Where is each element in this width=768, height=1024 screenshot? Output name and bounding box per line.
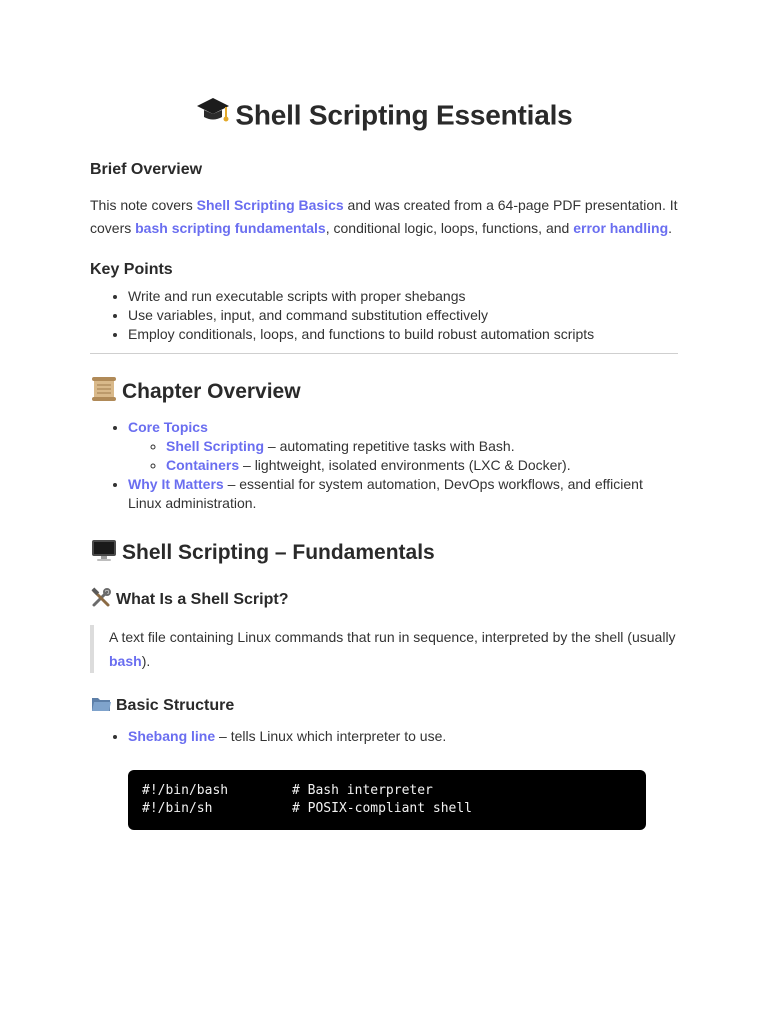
list-item [128, 418, 678, 475]
page-title [90, 92, 678, 138]
shebang-desc: – tells Linux which interpreter to use. [215, 728, 447, 744]
key-points-heading: Key Points [90, 261, 173, 278]
chapter-overview-list [90, 418, 678, 513]
quote-text: A text file containing Linux commands that run in sequence, interpreted by the shell (usually [109, 629, 676, 645]
quote-end: ). [141, 653, 151, 669]
chapter-overview-title: Chapter Overview [122, 380, 301, 403]
list-item: • Use variables, input, and command substitution effectively [128, 306, 678, 325]
title-text: Shell Scripting Essentials [235, 99, 573, 131]
core-topics-link[interactable]: Core Topics [128, 419, 208, 435]
overview-text-3: , conditional logic, loops, functions, and [325, 220, 574, 236]
code-line [142, 782, 632, 800]
overview-text-1: This note covers [90, 197, 197, 213]
folder-icon [90, 693, 112, 720]
overview-paragraph [90, 194, 678, 240]
overview-text-4: . [668, 220, 673, 236]
definition-quote [90, 625, 678, 673]
bash-fundamentals-link[interactable]: bash scripting fundamentals [135, 220, 326, 236]
code-line [142, 800, 632, 818]
shebang-line-link[interactable]: Shebang line [128, 728, 216, 744]
what-is-title: What Is a Shell Script? [116, 591, 289, 608]
list-item [128, 727, 678, 746]
hammer-wrench-icon [90, 587, 112, 614]
graduation-cap-icon [195, 92, 231, 142]
code-command: #!/bin/bash [142, 783, 229, 798]
fundamentals-heading [90, 537, 678, 569]
scroll-icon [90, 375, 118, 409]
code-comment: # Bash interpreter [292, 783, 433, 798]
shell-scripting-link[interactable]: Shell Scripting [166, 438, 265, 454]
note-content [90, 92, 678, 830]
list-item [166, 437, 678, 456]
code-block [128, 770, 646, 830]
list-item: • Write and run executable scripts with proper shebangs [128, 287, 678, 306]
section-divider [90, 353, 678, 354]
why-it-matters-link[interactable]: Why It Matters [128, 476, 224, 492]
what-is-heading [90, 587, 678, 613]
list-item [166, 456, 678, 475]
key-points-list [90, 287, 678, 344]
desktop-computer-icon [90, 536, 118, 570]
shell-scripting-desc: – automating repetitive tasks with Bash. [264, 438, 515, 454]
basic-structure-title: Basic Structure [116, 697, 235, 714]
why-it-matters-desc: – essential for system automation, DevOps workflows, and efficient Linux administration. [128, 476, 643, 511]
bash-link[interactable]: bash [109, 653, 142, 669]
brief-overview-heading: Brief Overview [90, 161, 203, 178]
list-item: • Employ conditionals, loops, and functions to build robust automation scripts [128, 325, 678, 344]
containers-link[interactable]: Containers [166, 457, 240, 473]
core-topics-sublist [128, 437, 678, 475]
overview-text-2: and was created from a 64-page PDF presentation. It covers [90, 197, 678, 236]
shell-scripting-basics-link[interactable]: Shell Scripting Basics [196, 197, 344, 213]
code-command: #!/bin/sh [142, 801, 213, 816]
list-item [128, 475, 678, 513]
fundamentals-title: Shell Scripting – Fundamentals [122, 541, 435, 564]
error-handling-link[interactable]: error handling [573, 220, 669, 236]
basic-structure-heading [90, 693, 678, 719]
chapter-overview-heading [90, 376, 678, 408]
structure-list [90, 727, 678, 746]
containers-desc: – lightweight, isolated environments (LXC & Docker). [239, 457, 571, 473]
code-comment: # POSIX-compliant shell [292, 801, 473, 816]
